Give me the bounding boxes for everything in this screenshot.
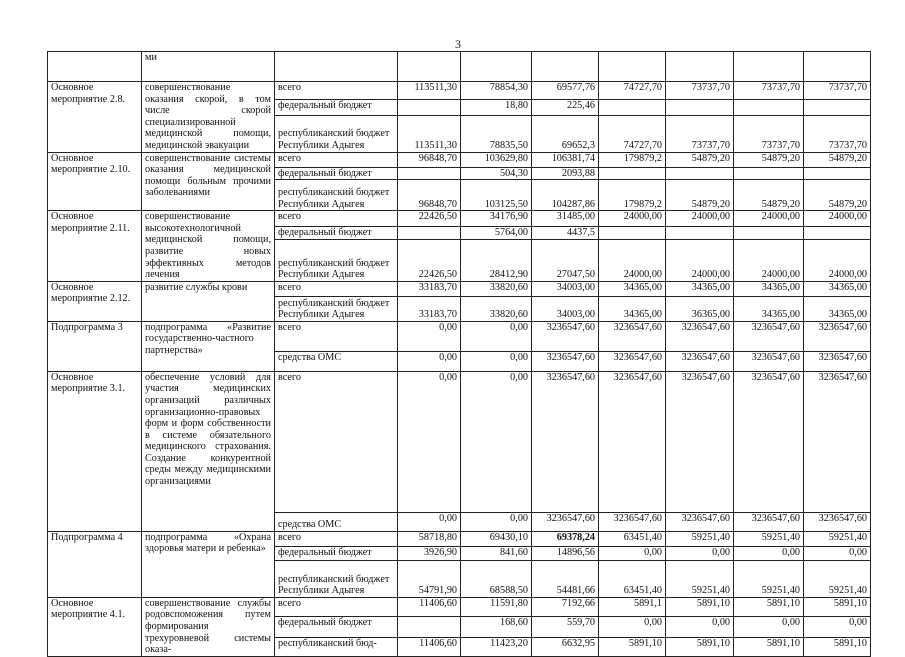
funding-source: республиканский бюджет Республики Адыгея xyxy=(275,239,398,281)
value-cell: 34003,00 xyxy=(532,281,599,296)
value-cell: 5891,10 xyxy=(734,637,804,656)
table-row xyxy=(48,281,871,296)
value-cell xyxy=(804,167,871,180)
measure-description: развитие службы крови xyxy=(142,281,275,321)
table-row xyxy=(48,321,871,351)
value-cell: 0,00 xyxy=(804,616,871,637)
value-cell: 24000,00 xyxy=(804,239,871,281)
value-cell: 34176,90 xyxy=(461,211,532,226)
value-cell: 2093,88 xyxy=(532,167,599,180)
value-cell: 5891,10 xyxy=(599,637,666,656)
value-cell: 0,00 xyxy=(398,321,461,351)
table-row xyxy=(48,597,871,616)
value-cell: 74727,70 xyxy=(599,115,666,152)
value-cell: 113511,30 xyxy=(398,82,461,100)
value-cell xyxy=(599,167,666,180)
value-cell: 0,00 xyxy=(666,546,734,560)
value-cell: 69378,24 xyxy=(532,531,599,546)
value-cell: 0,00 xyxy=(398,351,461,371)
value-cell xyxy=(804,226,871,239)
measure-name: Основное мероприятие 3.1. xyxy=(48,371,142,531)
funding-source: всего xyxy=(275,211,398,226)
budget-table xyxy=(47,51,871,657)
value-cell: 54879,20 xyxy=(804,180,871,211)
value-cell: 0,00 xyxy=(461,371,532,512)
value-cell: 69652,3 xyxy=(532,115,599,152)
value-cell xyxy=(734,226,804,239)
value-cell: 96848,70 xyxy=(398,152,461,167)
value-cell: 179879,2 xyxy=(599,152,666,167)
value-cell: 33820,60 xyxy=(461,296,532,321)
value-cell xyxy=(734,167,804,180)
value-cell: 54879,20 xyxy=(666,180,734,211)
value-cell: 24000,00 xyxy=(666,211,734,226)
value-cell: 73737,70 xyxy=(804,115,871,152)
value-cell: 34365,00 xyxy=(804,296,871,321)
value-cell: 28412,90 xyxy=(461,239,532,281)
value-cell: 73737,70 xyxy=(804,82,871,100)
value-cell: 113511,30 xyxy=(398,115,461,152)
funding-source: федеральный бюджет xyxy=(275,167,398,180)
value-cell: 0,00 xyxy=(461,351,532,371)
funding-source: всего xyxy=(275,531,398,546)
value-cell: 11406,60 xyxy=(398,597,461,616)
value-cell xyxy=(666,100,734,115)
value-cell: 68588,50 xyxy=(461,560,532,597)
value-cell: 3236547,60 xyxy=(734,371,804,512)
value-cell: 5891,10 xyxy=(666,637,734,656)
measure-name: Основное мероприятие 2.12. xyxy=(48,281,142,321)
value-cell: 27047,50 xyxy=(532,239,599,281)
value-cell: 54791,90 xyxy=(398,560,461,597)
value-cell: 0,00 xyxy=(734,616,804,637)
value-cell: 14896,56 xyxy=(532,546,599,560)
value-cell xyxy=(398,226,461,239)
value-cell: 3926,90 xyxy=(398,546,461,560)
value-cell: 0,00 xyxy=(599,616,666,637)
value-cell: 63451,40 xyxy=(599,560,666,597)
value-cell: 69430,10 xyxy=(461,531,532,546)
measure-name: Подпрограмма 4 xyxy=(48,531,142,597)
value-cell: 59251,40 xyxy=(666,531,734,546)
value-cell: 54879,20 xyxy=(666,152,734,167)
value-cell: 59251,40 xyxy=(734,560,804,597)
table-row xyxy=(48,82,871,100)
value-cell: 3236547,60 xyxy=(532,321,599,351)
funding-source: федеральный бюджет xyxy=(275,100,398,115)
value-cell: 5891,10 xyxy=(734,597,804,616)
value-cell: 54481,66 xyxy=(532,560,599,597)
value-cell: 34365,00 xyxy=(599,281,666,296)
value-cell: 0,00 xyxy=(666,616,734,637)
value-cell: 179879,2 xyxy=(599,180,666,211)
value-cell: 59251,40 xyxy=(666,560,734,597)
value-cell xyxy=(666,167,734,180)
value-cell: 24000,00 xyxy=(734,239,804,281)
measure-description: подпрограмма «Развитие государственно-частного партнерства» xyxy=(142,321,275,371)
value-cell: 0,00 xyxy=(599,546,666,560)
funding-source: республиканский бюджет Республики Адыгея xyxy=(275,560,398,597)
funding-source: федеральный бюджет xyxy=(275,226,398,239)
funding-source: средства ОМС xyxy=(275,351,398,371)
value-cell: 103125,50 xyxy=(461,180,532,211)
value-cell: 73737,70 xyxy=(666,115,734,152)
page-number: 3 xyxy=(455,37,461,51)
funding-source: республиканский бюджет Республики Адыгея xyxy=(275,180,398,211)
value-cell: 3236547,60 xyxy=(804,351,871,371)
value-cell: 36365,00 xyxy=(666,296,734,321)
value-cell: 3236547,60 xyxy=(599,512,666,531)
value-cell: 0,00 xyxy=(461,321,532,351)
value-cell: 5891,10 xyxy=(804,597,871,616)
value-cell: 3236547,60 xyxy=(804,371,871,512)
value-cell: 3236547,60 xyxy=(599,371,666,512)
table-row xyxy=(48,52,871,82)
measure-name: Основное мероприятие 4.1. xyxy=(48,597,142,656)
value-cell: 4437,5 xyxy=(532,226,599,239)
value-cell: 11406,60 xyxy=(398,637,461,656)
value-cell: 5891,10 xyxy=(804,637,871,656)
value-cell: 3236547,60 xyxy=(532,351,599,371)
value-cell: 3236547,60 xyxy=(532,371,599,512)
value-cell: 73737,70 xyxy=(734,115,804,152)
value-cell: 69577,76 xyxy=(532,82,599,100)
value-cell: 24000,00 xyxy=(666,239,734,281)
funding-source: всего xyxy=(275,597,398,616)
measure-description: совершенствование оказания скорой, в том числе скорой специализированной медицинской помощи, медицинской эвакуации xyxy=(142,82,275,153)
value-cell: 11591,80 xyxy=(461,597,532,616)
value-cell: 33183,70 xyxy=(398,281,461,296)
value-cell: 78854,30 xyxy=(461,82,532,100)
funding-source: всего xyxy=(275,152,398,167)
value-cell: 59251,40 xyxy=(734,531,804,546)
value-cell: 33183,70 xyxy=(398,296,461,321)
value-cell: 22426,50 xyxy=(398,211,461,226)
row-description: ми xyxy=(142,52,275,82)
value-cell: 841,60 xyxy=(461,546,532,560)
value-cell: 559,70 xyxy=(532,616,599,637)
value-cell: 6632,95 xyxy=(532,637,599,656)
measure-description: подпрограмма «Охрана здоровья матери и ребенка» xyxy=(142,531,275,597)
funding-source: всего xyxy=(275,82,398,100)
value-cell: 3236547,60 xyxy=(666,351,734,371)
value-cell: 168,60 xyxy=(461,616,532,637)
value-cell: 3236547,60 xyxy=(599,351,666,371)
value-cell: 104287,86 xyxy=(532,180,599,211)
value-cell: 96848,70 xyxy=(398,180,461,211)
value-cell: 34365,00 xyxy=(734,296,804,321)
value-cell: 34365,00 xyxy=(599,296,666,321)
value-cell: 3236547,60 xyxy=(599,321,666,351)
value-cell: 24000,00 xyxy=(599,239,666,281)
value-cell: 34365,00 xyxy=(734,281,804,296)
value-cell: 18,80 xyxy=(461,100,532,115)
funding-source: республиканский бюджет Республики Адыгея xyxy=(275,115,398,152)
value-cell: 0,00 xyxy=(461,512,532,531)
value-cell: 3236547,60 xyxy=(666,512,734,531)
value-cell: 24000,00 xyxy=(734,211,804,226)
value-cell: 58718,80 xyxy=(398,531,461,546)
value-cell: 34365,00 xyxy=(804,281,871,296)
funding-source: всего xyxy=(275,281,398,296)
funding-source: средства ОМС xyxy=(275,512,398,531)
value-cell: 0,00 xyxy=(398,371,461,512)
measure-name: Основное мероприятие 2.10. xyxy=(48,152,142,211)
value-cell: 5764,00 xyxy=(461,226,532,239)
table-row xyxy=(48,211,871,226)
value-cell: 5891,10 xyxy=(666,597,734,616)
funding-source: всего xyxy=(275,371,398,512)
value-cell: 59251,40 xyxy=(804,560,871,597)
value-cell xyxy=(398,616,461,637)
measure-name: Основное мероприятие 2.11. xyxy=(48,211,142,282)
value-cell: 74727,70 xyxy=(599,82,666,100)
funding-source: всего xyxy=(275,321,398,351)
value-cell: 73737,70 xyxy=(666,82,734,100)
funding-source: республиканский бюд- xyxy=(275,637,398,656)
value-cell: 225,46 xyxy=(532,100,599,115)
value-cell: 3236547,60 xyxy=(804,512,871,531)
value-cell: 54879,20 xyxy=(734,152,804,167)
value-cell: 103629,80 xyxy=(461,152,532,167)
funding-source: федеральный бюджет xyxy=(275,546,398,560)
value-cell xyxy=(666,226,734,239)
value-cell: 78835,50 xyxy=(461,115,532,152)
value-cell: 33820,60 xyxy=(461,281,532,296)
value-cell: 0,00 xyxy=(734,546,804,560)
value-cell: 54879,20 xyxy=(734,180,804,211)
value-cell: 0,00 xyxy=(804,546,871,560)
value-cell: 3236547,60 xyxy=(532,512,599,531)
measure-name: Подпрограмма 3 xyxy=(48,321,142,371)
value-cell: 3236547,60 xyxy=(666,371,734,512)
value-cell: 24000,00 xyxy=(599,211,666,226)
value-cell: 106381,74 xyxy=(532,152,599,167)
value-cell xyxy=(398,100,461,115)
value-cell: 3236547,60 xyxy=(804,321,871,351)
value-cell: 11423,20 xyxy=(461,637,532,656)
value-cell: 59251,40 xyxy=(804,531,871,546)
value-cell: 3236547,60 xyxy=(734,321,804,351)
value-cell: 22426,50 xyxy=(398,239,461,281)
value-cell: 34365,00 xyxy=(666,281,734,296)
value-cell: 504,30 xyxy=(461,167,532,180)
value-cell xyxy=(734,100,804,115)
value-cell: 34003,00 xyxy=(532,296,599,321)
table-row xyxy=(48,531,871,546)
value-cell: 24000,00 xyxy=(804,211,871,226)
value-cell: 3236547,60 xyxy=(666,321,734,351)
value-cell: 54879,20 xyxy=(804,152,871,167)
value-cell: 31485,00 xyxy=(532,211,599,226)
funding-source: республиканский бюджет Республики Адыгея xyxy=(275,296,398,321)
measure-description: совершенствование службы родовспоможения путем формирования трехуровневой системы оказа- xyxy=(142,597,275,656)
value-cell: 7192,66 xyxy=(532,597,599,616)
value-cell xyxy=(599,100,666,115)
measure-name: Основное мероприятие 2.8. xyxy=(48,82,142,153)
value-cell: 73737,70 xyxy=(734,82,804,100)
value-cell: 3236547,60 xyxy=(734,351,804,371)
value-cell xyxy=(599,226,666,239)
value-cell: 0,00 xyxy=(398,512,461,531)
measure-description: совершенствование высокотехнологичной медицинской помощи, развитие новых эффективных методов лечения xyxy=(142,211,275,282)
value-cell: 63451,40 xyxy=(599,531,666,546)
value-cell xyxy=(398,167,461,180)
measure-description: обеспечение условий для участия медицинских организаций различных организационно-правовых форм и форм собственности в системе обязательного медицинского страхования. Создание конкурентной среды между медицинскими организациями xyxy=(142,371,275,531)
value-cell: 5891,1 xyxy=(599,597,666,616)
value-cell: 3236547,60 xyxy=(734,512,804,531)
measure-description: совершенствование системы оказания медицинской помощи больным прочими заболеваниями xyxy=(142,152,275,211)
value-cell xyxy=(804,100,871,115)
funding-source: федеральный бюджет xyxy=(275,616,398,637)
table-row xyxy=(48,371,871,512)
table-row xyxy=(48,152,871,167)
